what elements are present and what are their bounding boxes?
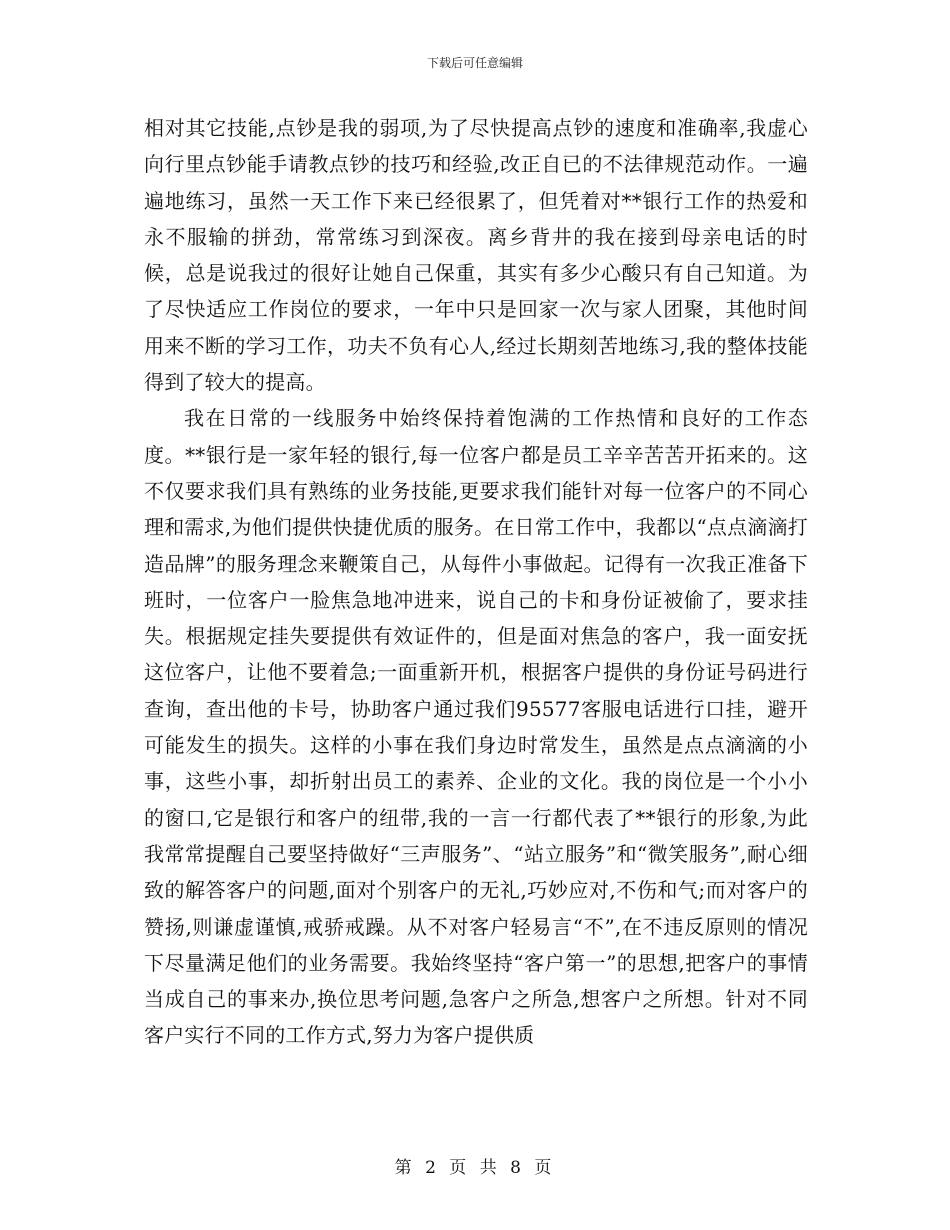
page-footer: 第 2 页 共 8 页	[394, 1158, 556, 1178]
paragraph-1: 相对其它技能,点钞是我的弱项,为了尽快提高点钞的速度和准确率,我虚心向行里点钞能手请教点钞的技巧和经验,改正自已的不法律规范动作。一遍遍地练习，虽然一天工作下来已经很累了，但凭着对**银行工作的热爱和永不服输的拼劲，常常练习到深夜。离乡背井的我在接到母亲电话的时候，总是说我过的很好让她自己保重，其实有多少心酸只有自己知道。为了尽快适应工作岗位的要求，一年中只是回家一次与家人团聚，其他时间用来不断的学习工作，功夫不负有心人,经过长期刻苦地练习,我的整体技能得到了较大的提高。	[144, 116, 808, 395]
paragraph-2: 我在日常的一线服务中始终保持着饱满的工作热情和良好的工作态度。**银行是一家年轻的银行,每一位客户都是员工辛辛苦苦开拓来的。这不仅要求我们具有熟练的业务技能,更要求我们能针对每一位客户的不同心理和需求,为他们提供快捷优质的服务。在日常工作中，我都以“点点滴滴打造品牌”的服务理念来鞭策自己，从每件小事做起。记得有一次我正准备下班时，一位客户一脸焦急地冲进来，说自己的卡和身份证被偷了，要求挂失。根据规定挂失要提供有效证件的，但是面对焦急的客户，我一面安抚这位客户，让他不要着急;一面重新开机，根据客户提供的身份证号码进行查询，查出他的卡号，协助客户通过我们95577客服电话进行口挂，避开可能发生的损失。这样的小事在我们身边时常发生，虽然是点点滴滴的小事，这些小事，却折射出员工的素养、企业的文化。我的岗位是一个小小的窗口,它是银行和客户的纽带,我的一言一行都代表了**银行的形象,为此我常常提醒自己要坚持做好“三声服务”、“站立服务”和“微笑服务”,耐心细致的解答客户的问题,面对个别客户的无礼,巧妙应对,不伤和气;而对客户的赞扬,则谦虚谨慎,戒骄戒躁。从不对客户轻易言“不”,在不违反原则的情况下尽量满足他们的业务需要。我始终坚持“客户第一”的思想,把客户的事情当成自己的事来办,换位思考问题,急客户之所急,想客户之所想。针对不同客户实行不同的工作方式,努力为客户提供质	[144, 406, 808, 1048]
page-header: 下载后可任意编辑	[426, 56, 523, 70]
document-body	[144, 110, 808, 1054]
